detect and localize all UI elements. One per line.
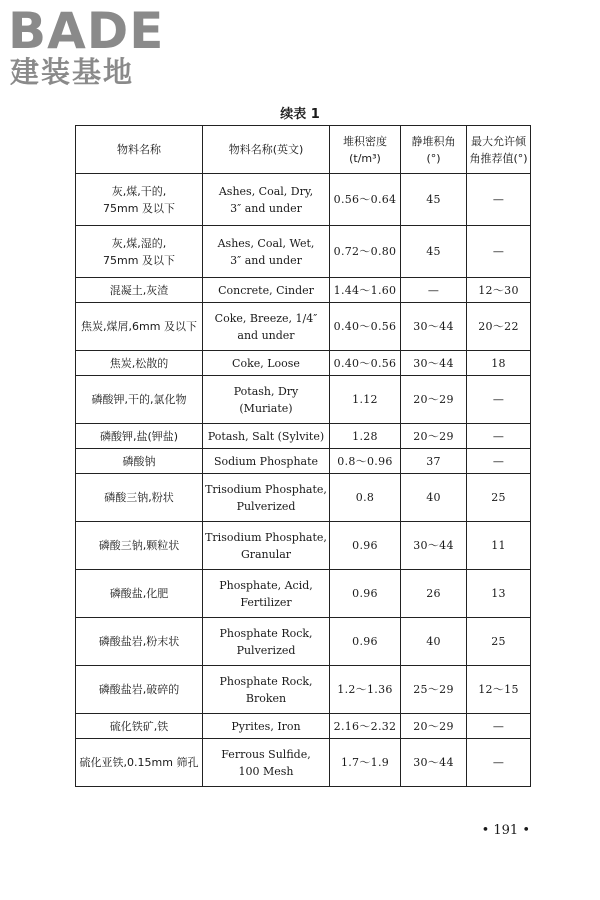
- cell-repose-angle: 20～29: [401, 376, 467, 424]
- header-name-cn: 物料名称: [76, 126, 203, 174]
- cell-density: 1.2～1.36: [330, 666, 401, 714]
- header-name-en: 物料名称(英文): [203, 126, 330, 174]
- cell-name-cn: 灰,煤,湿的, 75mm 及以下: [76, 226, 203, 278]
- logo-latin-text: BADE: [8, 2, 165, 60]
- cell-name-cn: 磷酸盐岩,粉末状: [76, 618, 203, 666]
- cell-repose-angle: 30～44: [401, 351, 467, 376]
- table-row: [76, 424, 531, 449]
- cell-max-incline: 13: [467, 570, 531, 618]
- cell-repose-angle: 26: [401, 570, 467, 618]
- cell-max-incline: —: [467, 739, 531, 787]
- cell-repose-angle: —: [401, 278, 467, 303]
- cell-repose-angle: 40: [401, 474, 467, 522]
- cell-name-en: Trisodium Phosphate, Pulverized: [203, 474, 330, 522]
- cell-name-cn: 磷酸三钠,颗粒状: [76, 522, 203, 570]
- material-table: [75, 125, 531, 787]
- cell-max-incline: 12～15: [467, 666, 531, 714]
- cell-repose-angle: 20～29: [401, 424, 467, 449]
- table-row: [76, 449, 531, 474]
- cell-max-incline: —: [467, 449, 531, 474]
- cell-density: 0.56～0.64: [330, 174, 401, 226]
- cell-repose-angle: 25～29: [401, 666, 467, 714]
- cell-repose-angle: 30～44: [401, 522, 467, 570]
- cell-name-en: Phosphate Rock, Pulverized: [203, 618, 330, 666]
- cell-max-incline: —: [467, 226, 531, 278]
- brand-logo: [8, 4, 188, 90]
- cell-name-en: Potash, Salt (Sylvite): [203, 424, 330, 449]
- table-row: [76, 714, 531, 739]
- logo-chinese-text: 建装基地: [10, 55, 135, 89]
- cell-density: 0.96: [330, 522, 401, 570]
- cell-repose-angle: 45: [401, 226, 467, 278]
- cell-density: 0.8～0.96: [330, 449, 401, 474]
- table-row: [76, 522, 531, 570]
- cell-max-incline: —: [467, 714, 531, 739]
- header-density: 堆积密度 (t/m³): [330, 126, 401, 174]
- cell-name-cn: 磷酸盐岩,破碎的: [76, 666, 203, 714]
- table-row: [76, 666, 531, 714]
- cell-max-incline: —: [467, 376, 531, 424]
- cell-repose-angle: 30～44: [401, 303, 467, 351]
- cell-name-cn: 焦炭,煤屑,6mm 及以下: [76, 303, 203, 351]
- header-max-incline: 最大允许倾 角推荐值(°): [467, 126, 531, 174]
- cell-density: 0.96: [330, 570, 401, 618]
- cell-name-cn: 磷酸三钠,粉状: [76, 474, 203, 522]
- cell-density: 0.72～0.80: [330, 226, 401, 278]
- table-row: [76, 174, 531, 226]
- cell-name-cn: 焦炭,松散的: [76, 351, 203, 376]
- cell-name-en: Coke, Loose: [203, 351, 330, 376]
- cell-density: 0.96: [330, 618, 401, 666]
- cell-name-en: Coke, Breeze, 1/4″ and under: [203, 303, 330, 351]
- cell-max-incline: —: [467, 174, 531, 226]
- cell-repose-angle: 45: [401, 174, 467, 226]
- cell-density: 1.12: [330, 376, 401, 424]
- cell-name-cn: 硫化亚铁,0.15mm 筛孔: [76, 739, 203, 787]
- cell-name-en: Ferrous Sulfide, 100 Mesh: [203, 739, 330, 787]
- cell-name-cn: 灰,煤,干的, 75mm 及以下: [76, 174, 203, 226]
- cell-density: 0.8: [330, 474, 401, 522]
- cell-name-en: Ashes, Coal, Dry, 3″ and under: [203, 174, 330, 226]
- cell-name-en: Phosphate Rock, Broken: [203, 666, 330, 714]
- cell-density: 1.7～1.9: [330, 739, 401, 787]
- table-row: [76, 376, 531, 424]
- cell-name-cn: 磷酸钾,盐(钾盐): [76, 424, 203, 449]
- cell-max-incline: —: [467, 424, 531, 449]
- cell-density: 0.40～0.56: [330, 351, 401, 376]
- cell-name-en: Trisodium Phosphate, Granular: [203, 522, 330, 570]
- cell-name-cn: 磷酸钠: [76, 449, 203, 474]
- cell-density: 2.16～2.32: [330, 714, 401, 739]
- cell-repose-angle: 40: [401, 618, 467, 666]
- cell-max-incline: 11: [467, 522, 531, 570]
- cell-name-cn: 磷酸钾,干的,氯化物: [76, 376, 203, 424]
- cell-name-cn: 硫化铁矿,铁: [76, 714, 203, 739]
- cell-density: 0.40～0.56: [330, 303, 401, 351]
- table-title: 续表 1: [280, 107, 320, 122]
- cell-max-incline: 12～30: [467, 278, 531, 303]
- cell-max-incline: 25: [467, 474, 531, 522]
- cell-name-en: Concrete, Cinder: [203, 278, 330, 303]
- table-row: [76, 226, 531, 278]
- table-row: [76, 739, 531, 787]
- cell-density: 1.44～1.60: [330, 278, 401, 303]
- cell-name-en: Phosphate, Acid, Fertilizer: [203, 570, 330, 618]
- cell-name-cn: 磷酸盐,化肥: [76, 570, 203, 618]
- cell-max-incline: 25: [467, 618, 531, 666]
- cell-density: 1.28: [330, 424, 401, 449]
- cell-repose-angle: 30～44: [401, 739, 467, 787]
- cell-max-incline: 20～22: [467, 303, 531, 351]
- table-row: [76, 303, 531, 351]
- header-row: [76, 126, 531, 174]
- table-row: [76, 474, 531, 522]
- cell-name-cn: 混凝土,灰渣: [76, 278, 203, 303]
- table-row: [76, 618, 531, 666]
- cell-repose-angle: 37: [401, 449, 467, 474]
- cell-repose-angle: 20～29: [401, 714, 467, 739]
- table-row: [76, 351, 531, 376]
- cell-name-en: Pyrites, Iron: [203, 714, 330, 739]
- cell-name-en: Sodium Phosphate: [203, 449, 330, 474]
- header-repose-angle: 静堆积角 (°): [401, 126, 467, 174]
- table-row: [76, 278, 531, 303]
- table-row: [76, 570, 531, 618]
- cell-name-en: Potash, Dry (Muriate): [203, 376, 330, 424]
- cell-name-en: Ashes, Coal, Wet, 3″ and under: [203, 226, 330, 278]
- page-number: • 191 •: [481, 823, 530, 838]
- cell-max-incline: 18: [467, 351, 531, 376]
